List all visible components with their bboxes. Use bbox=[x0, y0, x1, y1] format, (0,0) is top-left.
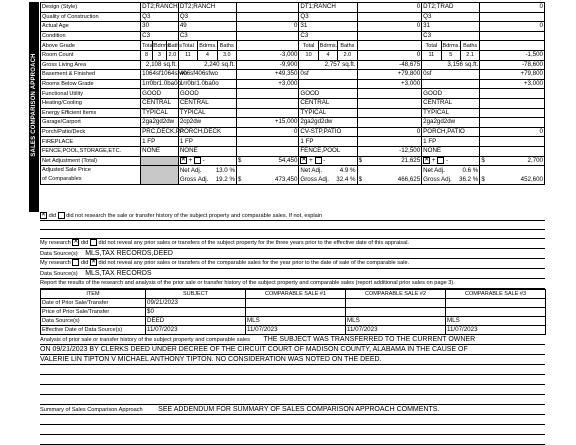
blank-line bbox=[40, 415, 545, 425]
history-value: DEED bbox=[146, 317, 246, 326]
comp-description: GOOD bbox=[422, 89, 480, 99]
comp-adjustment bbox=[480, 31, 545, 41]
net-adjustment-row bbox=[41, 156, 545, 166]
comp-adjustment: 0 bbox=[236, 127, 298, 137]
comp-adjustment: -78,600 bbox=[480, 60, 545, 70]
row-label: Above Grade bbox=[41, 41, 141, 51]
history-value: 11/07/2023 bbox=[446, 326, 546, 335]
col-total: Total bbox=[178, 41, 197, 51]
comp-description: CENTRAL bbox=[178, 98, 236, 108]
history-value: 09/21/2023 bbox=[146, 299, 246, 308]
minus-checkbox[interactable] bbox=[315, 157, 322, 164]
comp-description: C3 bbox=[299, 31, 357, 41]
room-count-value: 11 bbox=[178, 50, 197, 60]
net-adj-label: Net Adj. bbox=[423, 167, 445, 175]
comp-adjustment bbox=[480, 137, 545, 147]
unit-label: sq.ft. bbox=[464, 60, 479, 68]
row-label: Garage/Carport bbox=[41, 118, 141, 128]
blank-line bbox=[40, 230, 545, 239]
comp-gla bbox=[178, 60, 236, 70]
history-value bbox=[246, 308, 346, 317]
did-not-checkbox[interactable] bbox=[90, 239, 97, 246]
comp-adjustment bbox=[236, 12, 298, 22]
gross-adj-pct: 36.2 % bbox=[459, 176, 479, 184]
room-count-value: 11 bbox=[422, 50, 441, 60]
plus-label: + bbox=[188, 156, 193, 164]
adjusted-price bbox=[357, 166, 422, 185]
row-label: Room Count bbox=[41, 50, 141, 60]
net-amount bbox=[236, 156, 298, 166]
comp-description: C3 bbox=[178, 31, 236, 41]
history-row bbox=[41, 308, 546, 317]
comp-adjustment: 0 bbox=[480, 127, 545, 137]
history-row bbox=[41, 326, 546, 335]
comp-description: 1 FP bbox=[178, 137, 236, 147]
summary-row: Summary of Sales Comparison Approach SEE ADDENDUM FOR SUMMARY OF SALES COMPARISON APPROACH COMMENTS. bbox=[40, 405, 545, 415]
minus-label: - bbox=[445, 156, 449, 164]
comp-adjustment: +3,000 bbox=[480, 79, 545, 89]
comp-description: PORCH,DECK bbox=[178, 127, 236, 137]
plus-label: + bbox=[431, 156, 436, 164]
comp-adjustment: -1,500 bbox=[480, 50, 545, 60]
comp-description: NONE bbox=[422, 146, 480, 156]
grid-row bbox=[41, 12, 545, 22]
shaded-cell bbox=[141, 156, 179, 166]
label-line-2: of Comparables bbox=[42, 176, 82, 183]
gross-adj-label: Gross Adj. bbox=[423, 176, 452, 184]
unit-label: sq.ft. bbox=[221, 60, 235, 68]
plus-checkbox[interactable]: ✕ bbox=[424, 156, 430, 163]
room-header-row bbox=[41, 41, 545, 51]
adj-percentages bbox=[178, 166, 236, 185]
comp-description: DT2;RANCH bbox=[178, 3, 236, 13]
col-total: Total bbox=[422, 41, 441, 51]
comp-description: 49 bbox=[178, 22, 236, 32]
blank-line bbox=[40, 365, 545, 375]
plus-checkbox[interactable]: ✕ bbox=[180, 156, 186, 163]
dollar-sign: $ bbox=[237, 176, 242, 184]
minus-label: - bbox=[323, 156, 326, 164]
subject-value: GOOD bbox=[141, 89, 179, 99]
did-not-checkbox[interactable] bbox=[58, 212, 65, 219]
net-value: 2,700 bbox=[527, 156, 543, 164]
blank-line bbox=[40, 375, 545, 385]
comp-description: Q3 bbox=[178, 12, 236, 22]
comp-adjustment: +49,350 bbox=[236, 70, 298, 80]
blank-line bbox=[40, 425, 545, 435]
comp-description: 0sf bbox=[422, 70, 480, 80]
adj-percentages bbox=[422, 166, 480, 185]
room-count-value: 8 bbox=[141, 50, 153, 60]
subject-value: Q3 bbox=[141, 12, 179, 22]
subject-value: NONE bbox=[141, 146, 179, 156]
net-checkboxes bbox=[422, 156, 480, 166]
comp-description bbox=[299, 79, 357, 89]
grid-row bbox=[41, 108, 545, 118]
minus-checkbox[interactable] bbox=[437, 157, 444, 164]
subject-value: 2ga2gd2dw bbox=[141, 118, 179, 128]
comp-adjustment bbox=[480, 108, 545, 118]
room-count-value: 2.0 bbox=[338, 50, 357, 60]
history-label: Effective Date of Data Source(s) bbox=[41, 326, 146, 335]
col-baths: Baths bbox=[338, 41, 357, 51]
row-label: Condition bbox=[41, 31, 141, 41]
comp-description: 1 FP bbox=[299, 137, 357, 147]
grid-row bbox=[41, 137, 545, 147]
comp-gla bbox=[299, 60, 357, 70]
net-adj-pct: 0.6 % bbox=[462, 167, 479, 175]
history-value bbox=[346, 299, 446, 308]
grid-row bbox=[41, 127, 545, 137]
blank-line bbox=[40, 221, 545, 230]
blank-line bbox=[40, 385, 545, 395]
history-value: 11/07/2023 bbox=[346, 326, 446, 335]
room-count-value: 5 bbox=[441, 50, 460, 60]
minus-label: - bbox=[202, 156, 205, 164]
history-row bbox=[41, 317, 546, 326]
comp-adjustment bbox=[480, 89, 545, 99]
gross-adj-label: Gross Adj. bbox=[179, 176, 209, 184]
adjusted-price: 473,450 bbox=[275, 176, 298, 184]
room-count-value: 4 bbox=[198, 50, 217, 60]
comp-adjustment bbox=[236, 108, 298, 118]
comp-description: 406sf406sfwo bbox=[178, 70, 236, 80]
history-value: 11/07/2023 bbox=[146, 326, 246, 335]
comp-description: GOOD bbox=[299, 89, 357, 99]
gla-value: 2,240 bbox=[204, 60, 220, 68]
dollar-sign: $ bbox=[358, 156, 363, 164]
comp-adjustment: 0 bbox=[357, 50, 422, 60]
plus-label: + bbox=[309, 156, 313, 164]
subject-gla bbox=[141, 60, 179, 70]
adjusted-price-row bbox=[41, 166, 545, 185]
room-count-value: 3.0 bbox=[217, 50, 236, 60]
comp-adjustment: -3,000 bbox=[236, 50, 298, 60]
row-label: Rooms Below Grade bbox=[41, 79, 141, 89]
comp-description: FENCE,POOL bbox=[299, 146, 357, 156]
subject-value: 1 FP bbox=[141, 137, 179, 147]
plus-checkbox[interactable]: ✕ bbox=[301, 156, 307, 163]
row-label: Quality of Construction bbox=[41, 12, 141, 22]
row-label: FENCE,POOL,STORAGE,ETC. bbox=[41, 146, 141, 156]
analysis-row-1: Analysis of prior sale or transfer history of the subject property and comparable sales THE SUBJECT WAS TRANSFERRED TO THE CURRENT OWNER bbox=[40, 335, 545, 345]
comp-adjustment: 0 bbox=[480, 22, 545, 32]
adjusted-price: 466,625 bbox=[397, 176, 421, 184]
did-not-checkbox[interactable]: ✕ bbox=[90, 259, 96, 266]
history-value: 11/07/2023 bbox=[246, 326, 346, 335]
comp-adjustment bbox=[236, 31, 298, 41]
col-bdrms: Bdrms. bbox=[199, 42, 217, 49]
history-label: Price of Prior Sale/Transfer bbox=[41, 308, 146, 317]
comp-description: Q3 bbox=[299, 12, 357, 22]
comp-adjustment bbox=[357, 31, 422, 41]
report-instruction: Report the results of the research and analysis of the prior sale or transfer history of the subject property and comparable sales (report additional prior sales on page 3). bbox=[40, 279, 545, 289]
did-checkbox[interactable]: ✕ bbox=[41, 212, 47, 219]
comp-adjustment: +3,000 bbox=[357, 79, 422, 89]
history-value: MLS bbox=[446, 317, 546, 326]
section-side-label: SALES COMPARISON APPROACH bbox=[29, 2, 39, 212]
subject-value: TYPICAL bbox=[141, 108, 179, 118]
did-checkbox[interactable] bbox=[72, 259, 79, 266]
data-source-2: Data Source(s) MLS,TAX RECORDS bbox=[40, 269, 545, 279]
history-value: MLS bbox=[346, 317, 446, 326]
comp-adjustment: +79,800 bbox=[480, 70, 545, 80]
comp-adjustment: -12,500 bbox=[357, 146, 422, 156]
subject-value: 1064sf1064sfwo bbox=[142, 70, 188, 78]
net-adj-pct: 13.0 % bbox=[215, 167, 235, 175]
comp-adjustment bbox=[480, 12, 545, 22]
history-value bbox=[346, 308, 446, 317]
history-value bbox=[246, 299, 346, 308]
comp-adjustment: +15,000 bbox=[236, 118, 298, 128]
history-value bbox=[446, 308, 546, 317]
room-count-value: 2.1 bbox=[460, 50, 479, 60]
comp-adjustment bbox=[357, 118, 422, 128]
comp-description bbox=[422, 79, 480, 89]
prior-sales-section bbox=[40, 212, 545, 445]
my-research-comps-row: My research did ✕ did not reveal any prior sales or transfers of the comparable sales for the year prior to the date of sale of the comparable sale. bbox=[40, 259, 545, 269]
comp-adjustment bbox=[357, 98, 422, 108]
subject-value: PRC,DECK,PA bbox=[142, 128, 184, 136]
col-bdrms: Bdrms. bbox=[319, 42, 338, 49]
grid-row bbox=[41, 22, 545, 32]
col-baths: Baths bbox=[460, 41, 479, 51]
comp-adjustment: 0 bbox=[357, 127, 422, 137]
room-count-value: 3 bbox=[152, 50, 166, 60]
history-value: $0 bbox=[146, 308, 246, 317]
comp-adjustment: 0 bbox=[480, 3, 545, 13]
row-label: Heating/Cooling bbox=[41, 98, 141, 108]
comp-description: GOOD bbox=[178, 89, 236, 99]
room-count-value: 4 bbox=[318, 50, 337, 60]
subject-value: 1rr0br1.0ba0o bbox=[142, 80, 181, 88]
adjusted-price bbox=[236, 166, 298, 185]
comp-description: 31 bbox=[299, 22, 357, 32]
gla-value: 2,757 bbox=[324, 60, 341, 68]
row-label: Design (Style) bbox=[41, 3, 141, 13]
comp-description: 2ga2gd2dw bbox=[422, 118, 480, 128]
comp-description: TYPICAL bbox=[422, 108, 480, 118]
comp-description: DT1;RANCH bbox=[299, 3, 357, 13]
comp-description: 31 bbox=[422, 22, 480, 32]
comp-description: 0sf bbox=[299, 70, 357, 80]
net-adj-pct: 4.9 % bbox=[339, 167, 356, 175]
history-header: COMPARABLE SALE #1 bbox=[246, 290, 346, 299]
blank-cell bbox=[480, 41, 545, 51]
history-header: SUBJECT bbox=[146, 290, 246, 299]
history-header: COMPARABLE SALE #2 bbox=[346, 290, 446, 299]
row-label: FIREPLACE bbox=[41, 137, 141, 147]
comp-adjustment: -48,675 bbox=[357, 60, 422, 70]
analysis-row-3: VALERIE LIN TIPTON V MICHAEL ANTHONY TIPTON. NO CONSIDERATION WAS NOTED ON THE DEED. bbox=[40, 355, 545, 365]
comp-adjustment bbox=[480, 146, 545, 156]
grid-row bbox=[41, 118, 545, 128]
net-checkboxes bbox=[178, 156, 236, 166]
comp-description: TYPICAL bbox=[299, 108, 357, 118]
my-research-subject-row: My research ✕ did did not reveal any prior sales or transfers of the subject property for the three years prior to the effective date of this appraisal. bbox=[40, 239, 545, 249]
net-checkboxes bbox=[299, 156, 357, 166]
row-label: Actual Age bbox=[41, 22, 141, 32]
comp-description: DT2;TRAD bbox=[422, 3, 480, 13]
gla-value: 2,108 bbox=[145, 60, 162, 68]
history-label: Data Source(s) bbox=[41, 317, 146, 326]
blank-line bbox=[40, 435, 545, 445]
net-adj-label: Net Adj. bbox=[179, 167, 202, 175]
net-value: 54,450 bbox=[278, 156, 298, 164]
grid-row bbox=[41, 79, 545, 89]
comp-adjustment bbox=[357, 89, 422, 99]
comp-adjustment bbox=[357, 137, 422, 147]
grid-row bbox=[41, 89, 545, 99]
gross-adj-pct: 32.4 % bbox=[336, 176, 356, 184]
comp-description: Q3 bbox=[422, 12, 480, 22]
col-total: Total bbox=[142, 42, 154, 49]
history-value: MLS bbox=[246, 317, 346, 326]
room-count-value: 10 bbox=[299, 50, 318, 60]
shaded-cell bbox=[141, 166, 179, 185]
room-count-value: 2.0 bbox=[166, 50, 178, 60]
comp-adjustment bbox=[480, 98, 545, 108]
data-source-1: Data Source(s) MLS,TAX RECORDS,DEED bbox=[40, 249, 545, 259]
comp-description: 1 FP bbox=[422, 137, 480, 147]
subject-value: CENTRAL bbox=[141, 98, 179, 108]
adjusted-price: 452,600 bbox=[520, 176, 543, 184]
net-adj-label: Net Adj. bbox=[300, 167, 323, 175]
row-label: Gross Living Area bbox=[41, 60, 141, 70]
history-header-row bbox=[41, 290, 546, 299]
history-value bbox=[446, 299, 546, 308]
gross-adj-pct: 19.2 % bbox=[215, 176, 235, 184]
sales-comparison-grid bbox=[40, 2, 545, 185]
col-total: Total bbox=[299, 41, 318, 51]
comp-description: NONE bbox=[178, 146, 236, 156]
dollar-sign: $ bbox=[481, 176, 485, 184]
comp-adjustment: -9,900 bbox=[236, 60, 298, 70]
dollar-sign: $ bbox=[481, 156, 485, 164]
comp-description: CV-STP,PATIO bbox=[299, 127, 357, 137]
comp-adjustment bbox=[236, 3, 298, 13]
did-checkbox[interactable]: ✕ bbox=[73, 239, 79, 246]
gross-adj-label: Gross Adj. bbox=[300, 176, 329, 184]
row-label: Net Adjustment (Total) bbox=[41, 156, 141, 166]
comp-description: CENTRAL bbox=[299, 98, 357, 108]
history-header: COMPARABLE SALE #3 bbox=[446, 290, 546, 299]
comp-adjustment: 0 bbox=[357, 22, 422, 32]
comp-adjustment bbox=[236, 89, 298, 99]
col-baths: Baths bbox=[217, 41, 236, 51]
prior-sale-history-table bbox=[40, 289, 546, 335]
dollar-sign: $ bbox=[237, 156, 242, 164]
comp-adjustment bbox=[236, 146, 298, 156]
history-row bbox=[41, 299, 546, 308]
history-header: ITEM bbox=[41, 290, 146, 299]
minus-checkbox[interactable] bbox=[194, 157, 201, 164]
comp-description: TYPICAL bbox=[178, 108, 236, 118]
net-amount bbox=[480, 156, 545, 166]
net-value: 21,625 bbox=[401, 156, 421, 164]
comp-description: C3 bbox=[422, 31, 480, 41]
row-label: Energy Efficient Items bbox=[41, 108, 141, 118]
subject-value: 30 bbox=[141, 22, 179, 32]
dollar-sign: $ bbox=[358, 176, 363, 184]
blank-line bbox=[40, 395, 545, 405]
grid-row bbox=[41, 146, 545, 156]
comp-description: 2cp2dw bbox=[178, 118, 236, 128]
grid-row bbox=[41, 31, 545, 41]
comp-gla bbox=[422, 60, 480, 70]
comp-description: 2ga2gd2dw bbox=[299, 118, 357, 128]
comp-adjustment bbox=[357, 108, 422, 118]
gla-row bbox=[41, 60, 545, 70]
comp-adjustment: +3,000 bbox=[236, 79, 298, 89]
comp-adjustment bbox=[236, 137, 298, 147]
blank-cell bbox=[357, 41, 422, 51]
row-label: Basement & Finished bbox=[41, 70, 141, 80]
unit-label: sq.ft. bbox=[163, 60, 177, 68]
comp-description: 1rr0br1.0ba0o bbox=[178, 79, 236, 89]
grid-row bbox=[41, 98, 545, 108]
comp-adjustment bbox=[480, 118, 545, 128]
row-label: Porch/Patio/Deck bbox=[41, 127, 141, 137]
grid-row bbox=[41, 70, 545, 80]
analysis-row-2: ON 09/21/2023 BY CLERKS DEED UNDER DECREE OF THE CIRCUIT COURT OF MADISON COUNTY, ALABAMA IN THE CAUSE OF bbox=[40, 345, 545, 355]
gla-value: 3,156 bbox=[447, 60, 463, 68]
comp-adjustment: 0 bbox=[357, 3, 422, 13]
subject-value: DT2;RANCH bbox=[142, 3, 178, 11]
comp-adjustment: +79,800 bbox=[357, 70, 422, 80]
adjusted-price bbox=[480, 166, 545, 185]
net-amount bbox=[357, 156, 422, 166]
comp-adjustment bbox=[357, 12, 422, 22]
unit-label: sq.ft. bbox=[342, 60, 356, 68]
col-bdrms: Bdrms. bbox=[442, 42, 460, 49]
col-bdrms: Bdrms. bbox=[153, 42, 172, 49]
history-label: Date of Prior Sale/Transfer bbox=[41, 299, 146, 308]
research-row: ✕ did did not research the sale or transfer history of the subject property and comparable sales. If not, explain bbox=[40, 212, 545, 221]
comp-adjustment bbox=[236, 98, 298, 108]
blank-cell bbox=[236, 41, 298, 51]
grid-row bbox=[41, 3, 545, 13]
comp-description: CENTRAL bbox=[422, 98, 480, 108]
comp-adjustment: 0 bbox=[236, 22, 298, 32]
label-line-1: Adjusted Sale Price bbox=[42, 167, 91, 174]
room-count-row bbox=[41, 50, 545, 60]
row-label bbox=[41, 166, 141, 185]
col-baths: Baths bbox=[167, 42, 183, 49]
row-label: Functional Utility bbox=[41, 89, 141, 99]
adj-percentages bbox=[299, 166, 357, 185]
subject-value: C3 bbox=[141, 31, 179, 41]
comp-description: PORCH,PATIO bbox=[422, 127, 480, 137]
